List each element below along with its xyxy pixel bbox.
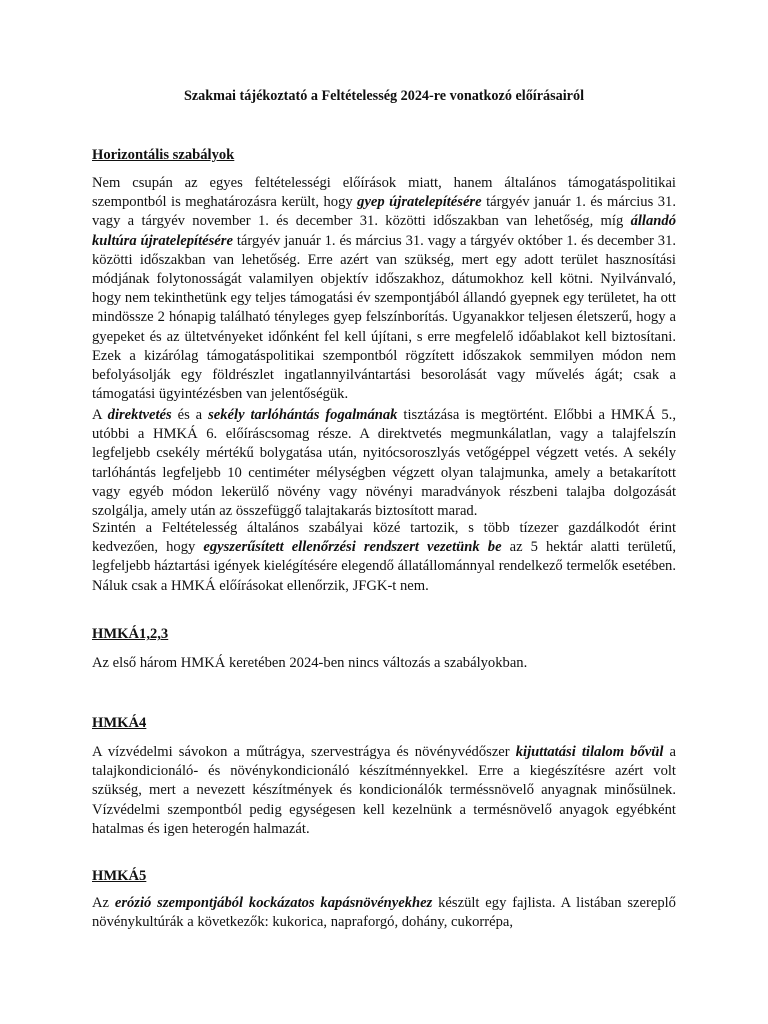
paragraph-text: az 5 hektár alatti területű, legfeljebb háztartási igények kielégítésére elegendő állatállománnyal rendelkező termelők esetében. Náluk csak a HMKÁ előírásokat ellenőrzik, JFGK-t nem. <box>92 539 677 594</box>
paragraph <box>92 519 676 596</box>
paragraph-text: tárgyév január 1. és március 31. vagy a tárgyév november 1. és december 31. közötti időszakban van lehetőség, míg <box>92 194 676 230</box>
paragraph-text: A vízvédelmi sávokon a műtrágya, szervestrágya és növényvédőszer <box>92 744 516 760</box>
paragraph-text: Az <box>92 895 115 911</box>
paragraph-text: Az első három HMKÁ keretében 2024-ben nincs változás a szabályokban. <box>92 655 528 671</box>
emphasized-text: sekély tarlóhántás fogalmának <box>208 407 398 423</box>
paragraph <box>92 654 676 673</box>
paragraph <box>92 406 676 521</box>
paragraph-text: készült egy fajlista. A listában szereplő növénykultúrák a következők: kukorica, napraforgó, dohány, cukorrépa, <box>92 895 676 931</box>
emphasized-text: állandó kultúra újratelepítésére <box>92 213 676 249</box>
paragraph-text: Nem csupán az egyes feltételességi előírások miatt, hanem általános támogatáspolitikai szempontból is meghatározásra került, hogy <box>92 175 676 211</box>
paragraph <box>92 174 676 404</box>
section-heading-hmka4: HMKÁ4 <box>92 715 147 731</box>
document-title: Szakmai tájékoztató a Feltételesség 2024-re vonatkozó előírásairól <box>183 88 585 104</box>
paragraph <box>92 894 676 932</box>
section-heading-horizontal: Horizontális szabályok <box>92 147 235 163</box>
emphasized-text: erózió szempontjából kockázatos kapásnövényekhez <box>114 895 433 911</box>
paragraph-text: és a <box>171 407 209 423</box>
paragraph <box>92 743 676 839</box>
paragraph-text: A <box>92 407 108 423</box>
paragraph-text: tisztázása is megtörtént. Előbbi a HMKÁ 5., utóbbi a HMKÁ 6. előíráscsomag része. A direktvetés megmunkálatlan, vagy a talajfelszín legfeljebb csekély mértékű bolygatása után, nyitócsoroszlyás vetőgéppel végzett vetés. A sekély tarlóhántás legfeljebb 10 centiméter mélységben végzett olyan talajmunka, amely a betakarított vagy egyéb módon lekerülő növény vagy növényi maradványok részbeni talajba dolgozását szolgálja, amely után az összefüggő talajtakarás biztosított marad. <box>92 407 676 520</box>
paragraph-text: a talajkondicionáló- és növénykondicionáló készítménnyekkel. Erre a kiegészítésre azért volt szükség, mert a nevezett készítmények és kondicionálók terméssnövelő anyagnak minősülnek. Vízvédelmi szempontból pedig egységesen kell kezelnünk a termésnövelő anyagok egyébként hatalmas és igen heterogén halmazát. <box>92 744 676 837</box>
emphasized-text: direktvetés <box>107 407 172 423</box>
emphasized-text: egyszerűsített ellenőrzési rendszert vezetünk be <box>203 539 502 556</box>
emphasized-text: kijuttatási tilalom bővül <box>515 744 664 760</box>
paragraph-text: tárgyév január 1. és március 31. vagy a tárgyév október 1. és december 31. közötti időszakban van lehetőség. Erre azért van szükség, mert egy adott terület hasznosítási módjának folytonosságát valamilyen objektív időszakhoz, dátumokhoz kell kötni. Nyilvánvaló, hogy nem tekinthetünk egy teljes támogatási év szempontjából állandó gyepnek egy területet, ha ott mindössze 2 hónapig található tényleges gyep felszínborítás. Ugyanakkor teljesen életszerű, hogy a gyepeket és az ültetvényeket időnként fel kell újítani, s erre megfelelő időablakot kell biztosítani. Ezek a kizárólag támogatáspolitikai szempontból rögzített időszakok semmilyen módon nem befolyásolják egy földrészlet ingatlannyilvántartási besorolását vagy művelés ágát; csak a támogatási ügyintézésben van jelentőségük. <box>92 232 677 403</box>
emphasized-text: gyep újratelepítésére <box>357 194 482 211</box>
section-heading-hmka123: HMKÁ1,2,3 <box>92 626 169 642</box>
paragraph-text: Szintén a Feltételesség általános szabályai közé tartozik, s több tízezer gazdálkodót érint kedvezően, hogy <box>92 520 676 556</box>
section-heading-hmka5: HMKÁ5 <box>92 868 147 884</box>
